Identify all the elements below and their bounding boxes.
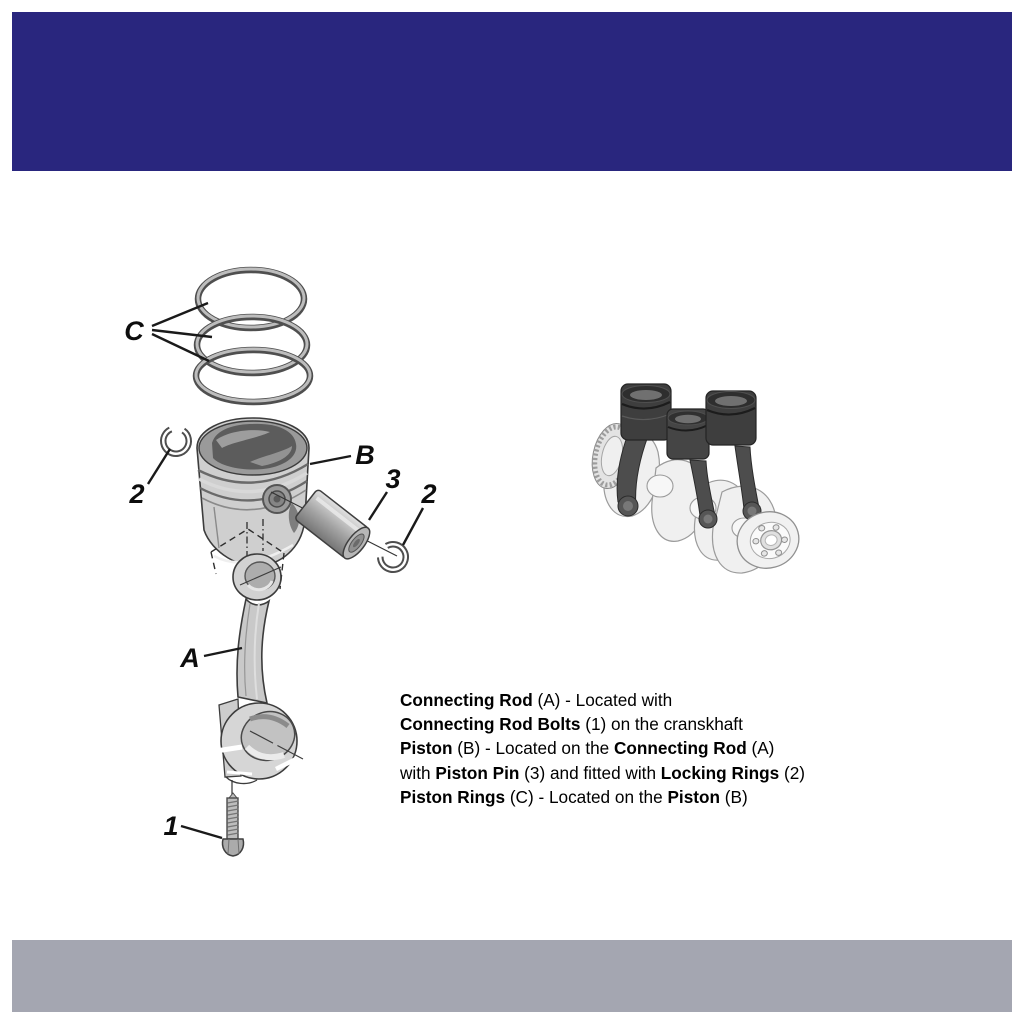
label-3-group bbox=[369, 464, 401, 520]
label-2-right-group bbox=[403, 479, 437, 545]
label-a: A bbox=[180, 643, 200, 673]
caption-line-2: Connecting Rod Bolts (1) on the cranskhaft bbox=[400, 714, 743, 735]
caption-line-5: Piston Rings (C) - Located on the Piston (B) bbox=[400, 786, 748, 807]
crankshaft-assembly-figure bbox=[587, 384, 806, 575]
label-1-group bbox=[163, 811, 222, 841]
parts-caption bbox=[400, 688, 900, 809]
piston-rings-graphic bbox=[196, 269, 310, 402]
locking-ring-right-graphic bbox=[373, 537, 414, 578]
caption-line-4: with Piston Pin (3) and fitted with Locking Rings (2) bbox=[400, 762, 805, 783]
label-a-group bbox=[179, 643, 242, 673]
locking-ring-left-graphic bbox=[155, 420, 197, 462]
caption-line-3: Piston (B) - Located on the Connecting Rod (A) bbox=[400, 738, 775, 759]
label-b-group bbox=[310, 440, 375, 470]
label-c: C bbox=[124, 316, 144, 346]
label-b: B bbox=[355, 440, 375, 470]
label-1: 1 bbox=[163, 811, 179, 841]
piston-graphic bbox=[197, 418, 309, 566]
label-3: 3 bbox=[385, 464, 401, 494]
label-2-left: 2 bbox=[129, 479, 145, 509]
connecting-rod-bolt-graphic bbox=[222, 793, 243, 856]
connecting-rod-graphic bbox=[216, 554, 303, 797]
caption-line-1: Connecting Rod (A) - Located with bbox=[400, 690, 673, 710]
label-2-left-group bbox=[128, 449, 170, 509]
label-2-right: 2 bbox=[421, 479, 437, 509]
